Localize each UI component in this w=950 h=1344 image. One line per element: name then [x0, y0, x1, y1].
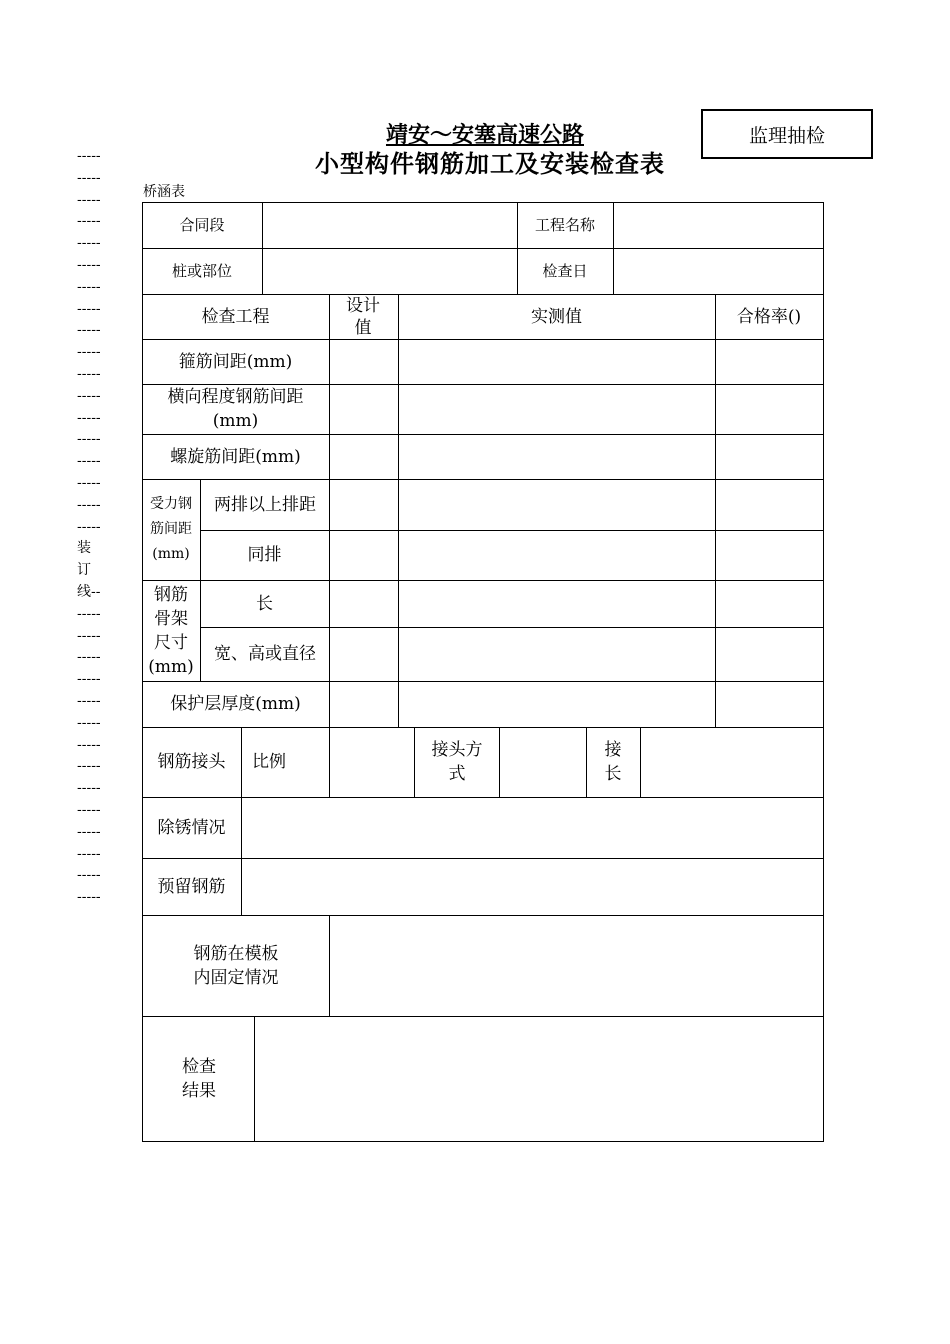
- margin-label-char: 订: [77, 562, 91, 579]
- margin-dash: -----: [77, 649, 101, 666]
- road-title: 靖安～安塞高速公路: [385, 123, 584, 148]
- row-cover-thickness: 保护层厚度(mm): [170, 694, 301, 714]
- joint-ratio-label: 比例: [252, 752, 286, 772]
- col-header-measured-value: 实测值: [531, 306, 582, 327]
- joint-method-label: 接头方式: [431, 740, 483, 784]
- margin-dash: -----: [77, 453, 101, 470]
- contract-section-label: 合同段: [179, 216, 225, 234]
- form-title: 小型构件钢筋加工及安装检查表: [315, 150, 665, 178]
- row-two-rows-above: 两排以上排距: [214, 494, 316, 515]
- reserved-bars-label: 预留钢筋: [157, 876, 226, 897]
- margin-dash: -----: [77, 213, 101, 230]
- row-spiral-spacing: 螺旋筋间距(mm): [170, 446, 301, 467]
- row-group-main-bar-spacing: 受力钢筋间距(mm): [150, 496, 192, 562]
- margin-dash: -----: [77, 518, 101, 535]
- margin-dash: -----: [77, 736, 101, 753]
- row-stirrup-spacing: 箍筋间距(mm): [178, 351, 293, 372]
- rust-removal-label: 除锈情况: [157, 817, 226, 838]
- station-label: 桩或部位: [171, 262, 232, 280]
- row-width-height-diameter: 宽、高或直径: [214, 644, 316, 664]
- margin-dash: -----: [77, 867, 101, 884]
- margin-dash: -----: [77, 889, 101, 906]
- margin-dash: -----: [77, 801, 101, 818]
- row-transverse-spacing: 横向程度钢筋间距(mm): [167, 387, 304, 431]
- margin-dash: -----: [77, 823, 101, 840]
- margin-dash: -----: [77, 322, 101, 339]
- inspection-date-label: 检查日: [542, 262, 588, 280]
- form-subtype: 桥涵表: [143, 184, 185, 200]
- margin-dash: -----: [77, 365, 101, 382]
- margin-dash: -----: [77, 235, 101, 252]
- joint-length-label: 接长: [604, 740, 622, 784]
- margin-dash: -----: [77, 605, 101, 622]
- supervision-badge: 监理抽检: [701, 109, 873, 159]
- margin-dash: -----: [77, 256, 101, 273]
- margin-label-char: 线--: [77, 583, 101, 600]
- margin-dash: -----: [77, 758, 101, 775]
- margin-dash: -----: [77, 387, 101, 404]
- margin-dash: -----: [77, 496, 101, 513]
- project-name-label: 工程名称: [534, 216, 595, 234]
- margin-dash: -----: [77, 344, 101, 361]
- col-header-design-value: 设计值: [346, 295, 380, 338]
- margin-dash: -----: [77, 692, 101, 709]
- inspection-result-label: 检查结果: [182, 1056, 216, 1101]
- margin-dash: -----: [77, 474, 101, 491]
- margin-dash: -----: [77, 627, 101, 644]
- binding-margin: [77, 146, 111, 909]
- row-length: 长: [256, 593, 273, 614]
- margin-dash: -----: [77, 278, 101, 295]
- row-group-cage-size: 钢筋骨架尺寸(mm): [148, 584, 194, 677]
- row-same-row: 同排: [247, 545, 282, 565]
- margin-dash: -----: [77, 409, 101, 426]
- margin-dash: -----: [77, 845, 101, 862]
- margin-dash: -----: [77, 671, 101, 688]
- margin-dash: -----: [77, 169, 101, 186]
- margin-dash: -----: [77, 714, 101, 731]
- margin-dash: -----: [77, 300, 101, 317]
- margin-dash: -----: [77, 148, 101, 164]
- joint-label: 钢筋接头: [157, 752, 226, 772]
- formwork-fixing-label: 钢筋在模板内固定情况: [193, 943, 279, 988]
- margin-label-char: 装: [77, 540, 91, 557]
- col-header-item: 检查工程: [201, 306, 270, 327]
- col-header-pass-rate: 合格率(): [736, 306, 802, 327]
- margin-dash: -----: [77, 431, 101, 448]
- margin-dash: -----: [77, 780, 101, 797]
- margin-dash: -----: [77, 191, 101, 208]
